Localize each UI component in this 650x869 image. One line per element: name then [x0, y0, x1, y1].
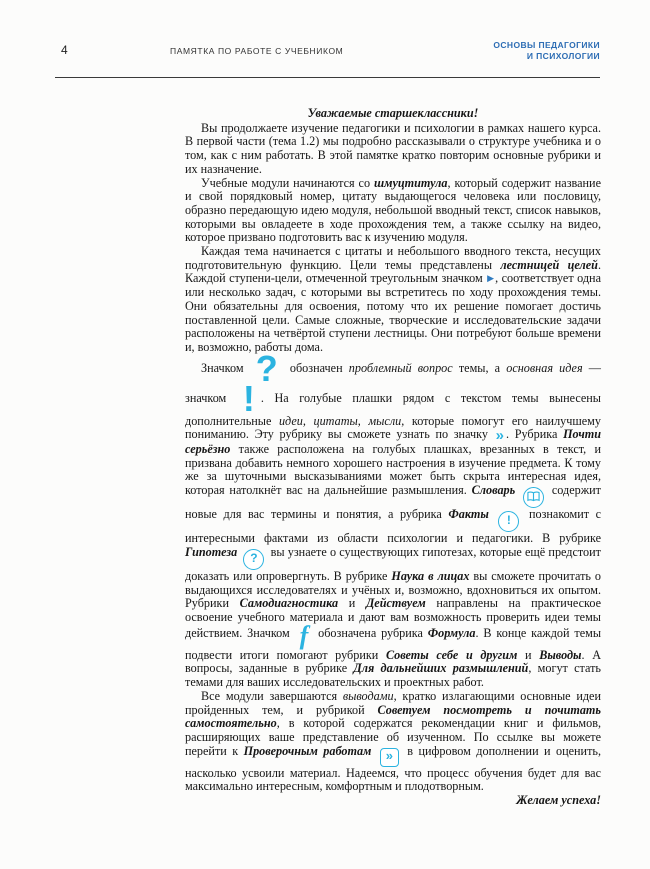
text-run: Советы себе и другим: [385, 647, 518, 662]
dictionary-book-icon: [523, 487, 544, 508]
text-run: Почти серьёзно: [185, 427, 601, 457]
text-run: Факты: [448, 507, 489, 522]
text-run: основная идея: [506, 360, 583, 375]
paragraph: [185, 122, 601, 177]
text-run: Проверочным работам: [243, 743, 372, 758]
blue-plate-chevron-icon: »: [495, 427, 504, 445]
text-run: Значком: [201, 360, 250, 375]
text-run: [489, 507, 496, 521]
main-idea-exclamation-icon: !: [242, 377, 255, 419]
body-text: [185, 107, 601, 808]
text-run: . Рубрика: [505, 427, 564, 442]
text-run: Словарь: [471, 483, 516, 498]
text-run: Для дальнейших размышлений: [353, 661, 529, 676]
paragraph: [185, 690, 601, 794]
text-run: обозначен: [283, 360, 349, 375]
text-run: Действуем: [365, 596, 426, 611]
text-run: [237, 545, 240, 559]
edition-title-line1: ОСНОВЫ ПЕДАГОГИКИ: [493, 40, 600, 50]
hypothesis-question-icon: ?: [243, 549, 264, 570]
paragraph: [185, 347, 602, 690]
text-run: Учебные модули начинаются со: [201, 175, 374, 190]
text-run: Самодиагностика: [239, 596, 339, 611]
text-run: в цифровом дополнении и оценить, насколько усвоили материал. Надеемся, что процесс обучения будет для вас максимально интересным, комфортным и плодотворным.: [185, 743, 601, 794]
text-run: . А вопросы, заданные в рубрике: [185, 647, 601, 676]
edition-title: [493, 40, 600, 62]
text-run: , который содержит название и свой порядковый номер, цитату выдающегося человека или пословицу, образно передающую идею модуля, небольшой вводный текст, список навыков, которыми вы овладеете в ходе прохождения тем, а также ссылку на видео, которое призвано подготовить вас к изучению модуля.: [185, 175, 601, 245]
text-run: , в которой содержатся рекомендации книг и фильмов, расширяющих ваше представление об изученном. По ссылке вы можете перейти к: [185, 716, 601, 758]
text-run: познакомит с интересными фактами из области психологии и педагогики. В рубрике: [185, 507, 602, 546]
edition-title-line2: И ПСИХОЛОГИИ: [526, 51, 600, 61]
text-run: выводами: [342, 688, 394, 703]
text-run: Советуем посмотреть и почитать самостоятельно: [185, 702, 601, 731]
header-divider: [55, 77, 600, 78]
facts-exclamation-icon: !: [498, 511, 519, 532]
text-run: Уважаемые старшеклассники!: [307, 106, 479, 120]
text-run: обозначена рубрика: [313, 625, 428, 640]
text-run: и: [338, 596, 366, 611]
page-number: 4: [61, 43, 68, 57]
text-run: , которые помогут его наилучшему пониманию. Эту рубрику вы сможете узнать по значку: [185, 413, 601, 442]
text-run: . На голубые плашки рядом с текстом темы вынесены дополнительные: [185, 390, 602, 428]
text-run: вы сможете прочитать о выдающихся исследователях и учёных и, возможно, вдохновиться их опытом. Рубрики: [185, 568, 602, 611]
text-run: содержит новые для вас термины и понятия, а рубрика: [185, 483, 602, 522]
text-run: [515, 483, 520, 497]
problem-question-icon: ?: [255, 347, 278, 389]
text-run: направлены на практическое освоение учебного материала и дают вам возможность проверить идеи темы действием. Значком: [185, 596, 601, 640]
text-run: Наука в лицах: [391, 568, 470, 583]
text-run: шмуцтитула: [373, 175, 448, 190]
goal-step-triangle-icon: ▶: [487, 273, 495, 284]
text-run: и: [517, 647, 540, 662]
digital-supplement-arrow-icon: »: [380, 748, 399, 767]
text-run: Каждая тема начинается с цитаты и небольшого вводного текста, несущих подготовительную функцию. Цели темы представлены: [185, 244, 601, 272]
paragraph: [185, 794, 601, 808]
text-run: лестницей целей: [500, 257, 598, 272]
paragraph: [185, 245, 601, 355]
text-run: также расположена на голубых плашках, врезанных в текст, и призвана добавить немного хорошего настроения в изучение предмета. К тому же за шуточными высказываниями может быть скрыта интересная идея, которая натолкнёт вас на дальнейшие размышления.: [185, 442, 601, 498]
text-run: . Каждой ступени-цели, отмеченной треугольным значком: [185, 257, 601, 286]
text-run: темы, а: [452, 360, 507, 375]
text-run: — значком: [185, 360, 601, 405]
running-title: ПАМЯТКА ПО РАБОТЕ С УЧЕБНИКОМ: [170, 46, 344, 56]
text-run: вы узнаете о существующих гипотезах, которые ещё предстоит доказать или опровергнуть. В рубрике: [185, 544, 602, 583]
paragraph: [185, 107, 601, 121]
page-header: [55, 38, 600, 68]
text-run: Желаем успеха!: [516, 793, 601, 808]
text-run: идеи, цитаты, мысли: [278, 413, 402, 428]
text-run: Вы продолжаете изучение педагогики и психологии в рамках нашего курса. В первой части (тема 1.2) мы подробно рассказывали о структуре учебника и о том, как с ним работать. В этой памятке кратко повторим основные рубрики и их назначение.: [185, 120, 601, 176]
text-run: Гипотеза: [185, 544, 238, 559]
formula-f-icon: f: [299, 620, 309, 650]
text-run: Формула: [427, 625, 476, 640]
text-run: Выводы: [539, 647, 582, 662]
text-run: Все модули завершаются: [201, 688, 343, 703]
text-run: . В конце каждой темы подвести итоги помогают рубрики: [185, 625, 602, 662]
text-run: , соответствует одна или несколько задач, с которыми вы встретитесь по ходу прохождения темы. Они обязательны для освоения, потому что их решение помогает достичь поставленной цели. Самые сложные, творческие и исследовательские задачи расположены на четвёртой ступени лестницы. Они потребуют больше времени и, возможно, работы дома.: [185, 271, 601, 354]
text-run: [371, 744, 376, 758]
paragraph: [185, 177, 601, 246]
text-run: проблемный вопрос: [348, 360, 453, 375]
text-run: , кратко излагающими основные идеи пройденных тем, и рубрикой: [185, 688, 601, 717]
text-run: , могут стать темами для ваших исследовательских и проектных работ.: [185, 661, 601, 690]
